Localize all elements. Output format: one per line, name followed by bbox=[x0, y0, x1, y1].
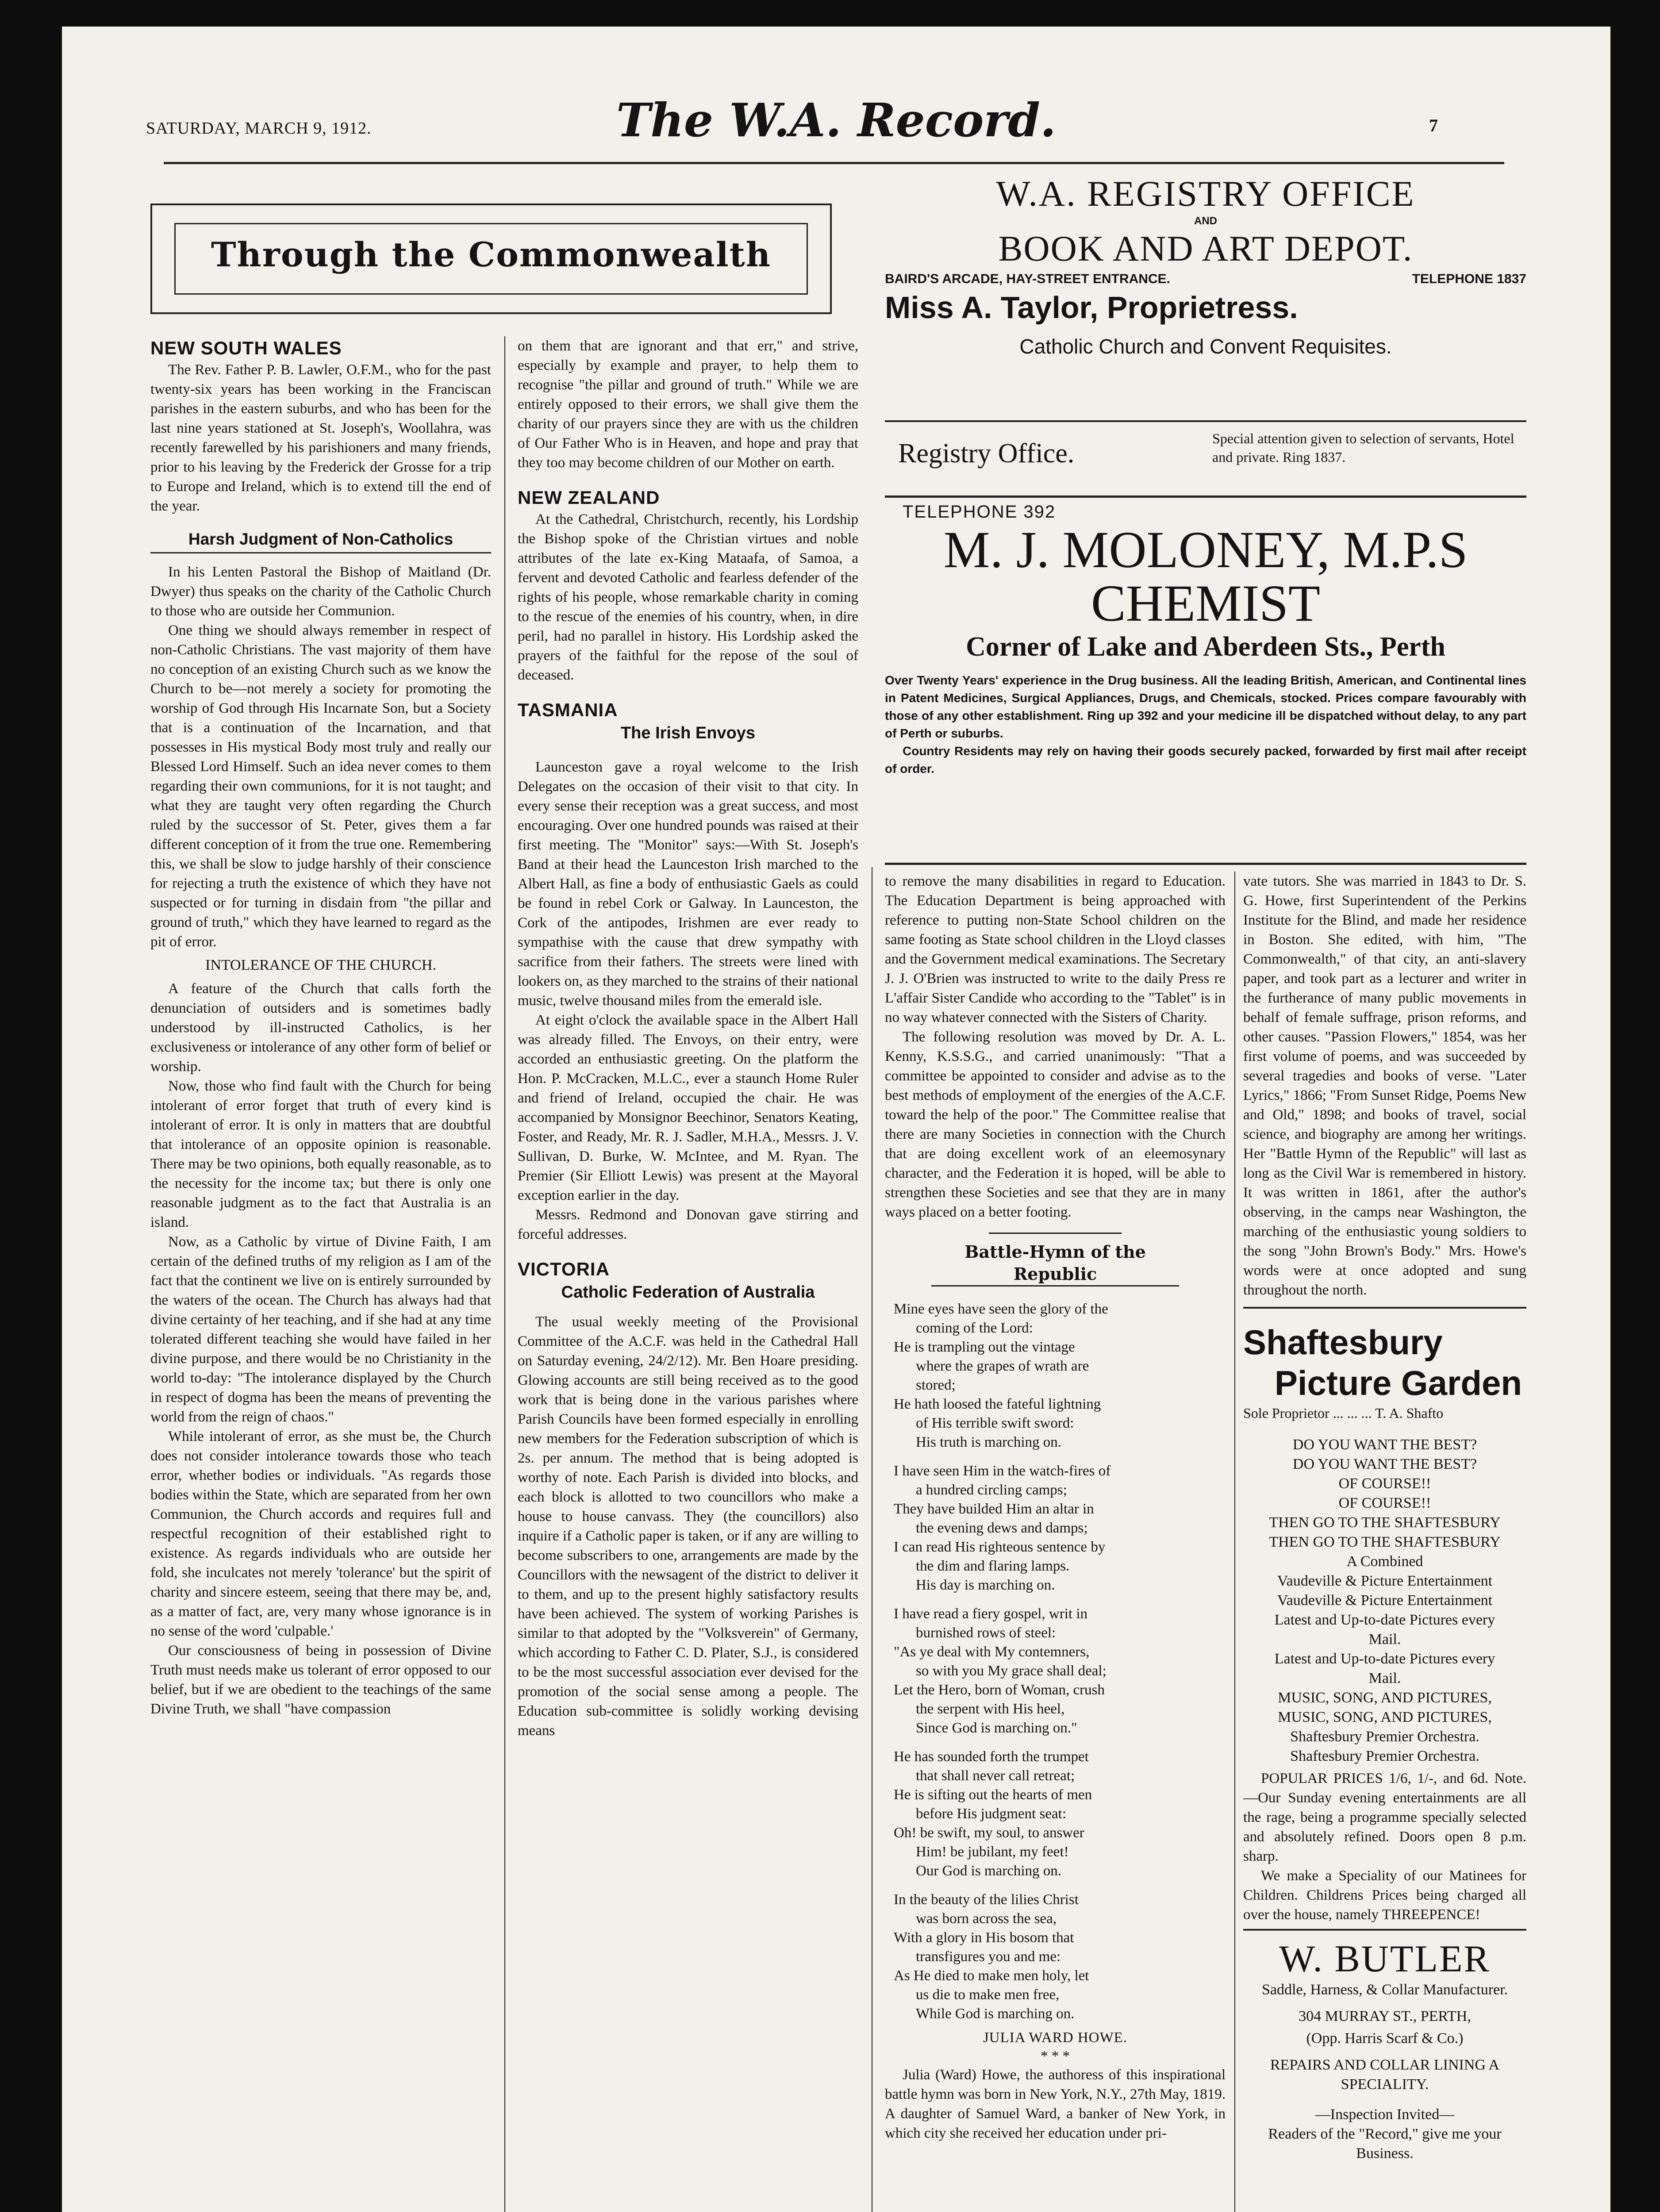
shaftesbury-proprietor: Sole Proprietor ... ... ... T. A. Shafto bbox=[1243, 1405, 1444, 1421]
poem-line: Our God is marching on. bbox=[916, 1863, 1062, 1879]
moloney-body: Over Twenty Years' experience in the Drug business. All the leading British, American, and Continental lines in Patent Medicines, Surgical Appliances, Drugs, and Chemicals, stocked. Prices compare favourably with those of any other establishment. Ring up 392 and your medicine ill be dispatched without delay, to any part of Perth or suburbs. bbox=[885, 673, 1526, 740]
registry-address-row bbox=[885, 272, 1526, 287]
nsw-heading: NEW SOUTH WALES bbox=[150, 338, 342, 358]
column-divider-3 bbox=[1234, 872, 1235, 2212]
tas-heading: TASMANIA bbox=[518, 699, 618, 720]
poem-line: Him! be jubilant, my feet! bbox=[916, 1844, 1069, 1860]
poem-line: His day is marching on. bbox=[916, 1577, 1055, 1593]
asterism: * * * bbox=[1041, 2048, 1070, 2064]
poem-line bbox=[894, 1595, 1226, 1605]
shaftesbury-line: THEN GO TO THE SHAFTESBURY bbox=[1269, 1534, 1501, 1550]
shaftesbury-line: Shaftesbury Premier Orchestra. bbox=[1290, 1728, 1479, 1745]
poem-line: Since God is marching on." bbox=[916, 1720, 1077, 1736]
newspaper-page bbox=[62, 27, 1610, 2212]
moloney-rule bbox=[885, 863, 1526, 865]
howe-bio: Julia (Ward) Howe, the authoress of this inspirational battle hymn was born in New York, N.Y., 27th May, 1819. A daughter of Samuel Ward, a banker of New York, in which city she received her education under pri- bbox=[885, 2067, 1226, 2141]
moloney-address: Corner of Lake and Aberdeen Sts., Perth bbox=[966, 632, 1445, 662]
poem-line: transfigures you and me: bbox=[916, 1949, 1061, 1965]
shaftesbury-line: Vaudeville & Picture Entertainment bbox=[1277, 1573, 1493, 1589]
tas-p3: Messrs. Redmond and Donovan gave stirring and forceful addresses. bbox=[518, 1207, 858, 1242]
butler-top-rule bbox=[1243, 1929, 1526, 1931]
shaftesbury-matinees: We make a Speciality of our Matinees for Children. Childrens Prices being charged all over the house, namely THREEPENCE! bbox=[1243, 1868, 1526, 1923]
poem bbox=[885, 1300, 1226, 2024]
col3-text: to remove the many disabilities in regard to Education. The Education Department is being approached with reference to putting non-State School children on the same footing as State school children in the Lloyd classes and the Government medical examinations. The Secretary J. J. O'Brien was instructed to write to the daily Press re L'affair Sister Candide who according to the "Tablet" is in no way whatever connected with the Sisters of Charity. bbox=[885, 873, 1226, 1025]
poem-line: us die to make men free, bbox=[916, 1987, 1060, 2003]
tas-p2: At eight o'clock the available space in the Albert Hall was already filled. The Envoys, on their entry, were accorded an enthusiastic greeting. On the platform the Hon. P. McCracken, M.L.C., ever a staunch Home Ruler and friend of Ireland, occupied the chair. He was accompanied by Monsignor Beechinor, Senators Keating, Foster, and Ready, Mr. R. J. Sadler, M.H.A., Messrs. J. V. Sullivan, D. Burke, W. McIntee, and M. Ryan. The Premier (Sir Elliott Lewis) was present at the Mayoral exception earlier in the day. bbox=[518, 1012, 858, 1203]
tas-subheading: The Irish Envoys bbox=[620, 724, 756, 742]
registry-office-label: Registry Office. bbox=[898, 438, 1075, 469]
shaftesbury-name-2: Picture Garden bbox=[1274, 1363, 1522, 1402]
registry-address: BAIRD'S ARCADE, HAY-STREET ENTRANCE. bbox=[885, 272, 1170, 286]
nsw-text: The Rev. Father P. B. Lawler, O.F.M., who for the past twenty-six years has been working in the Franciscan parishes in the eastern suburbs, and who has been for the last nine years stationed at St. Joseph's, Woollahra, was recently farewelled by his parishioners and many friends, prior to his leaving by the Frederick der Grosse for a trip to Europe and Ireland, which is to extend till the end of the year. bbox=[150, 362, 491, 514]
moloney-country: Country Residents may rely on having their goods securely packed, forwarded by first mail after receipt of order. bbox=[885, 744, 1526, 776]
poem-line: before His judgment seat: bbox=[916, 1806, 1066, 1822]
masthead-title: The W.A. Record. bbox=[616, 93, 1057, 147]
poem-title: Battle-Hymn of the Republic bbox=[931, 1241, 1179, 1286]
column-1 bbox=[150, 336, 491, 2212]
registry-line2: BOOK AND ART DEPOT. bbox=[998, 228, 1413, 269]
shaftesbury-line: Latest and Up-to-date Pictures every bbox=[1274, 1612, 1495, 1628]
butler-trade: Saddle, Harness, & Collar Manufacturer. bbox=[1261, 1982, 1508, 1998]
column-2 bbox=[518, 336, 858, 2212]
moloney-ad bbox=[885, 502, 1526, 856]
banner-title: Through the Commonwealth bbox=[211, 235, 772, 274]
masthead-rule bbox=[164, 162, 1504, 164]
shaftesbury-line: Shaftesbury Premier Orchestra. bbox=[1290, 1748, 1479, 1764]
shaftesbury-line: DO YOU WANT THE BEST? bbox=[1292, 1456, 1477, 1472]
harsh-p6: While intolerant of error, as she must be, the Church does not consider intolerance towards those who teach error, whether bodies or individuals. "As regards those bodies within the State, which are separated from her own Communion, the Church accords and requires full and respectful recognition of their established right to existence. As regards individuals who are outside her fold, she inculcates not merely 'tolerance' but the spirit of charity and sincere esteem, seeing that there may be, and, as a matter of fact, are, very many whose ignorance is in no sense of the word 'culpable.' bbox=[150, 1429, 491, 1639]
butler-address: 304 MURRAY ST., PERTH, bbox=[1299, 2008, 1471, 2024]
registry-ad bbox=[885, 173, 1526, 495]
poem-line: As He died to make men holy, let bbox=[894, 1968, 1089, 1984]
registry-requisites: Catholic Church and Convent Requisites. bbox=[1019, 335, 1392, 358]
column-3 bbox=[885, 872, 1226, 2212]
shaftesbury-line: DO YOU WANT THE BEST? bbox=[1292, 1436, 1477, 1453]
shaftesbury-line: Mail. bbox=[1368, 1631, 1401, 1647]
vic-text: The usual weekly meeting of the Provisional Committee of the A.C.F. was held in the Cathedral Hall on Saturday evening, 24/2/12). Mr. Ben Hoare presiding. Glowing accounts are still being received as to the good work that is being done in the various parishes where Parish Councils have been formed especially in enrolling new members for the Federation subscription of which is 2s. per annum. The method that is being adopted is worthy of note. Each Parish is divided into blocks, and each block is allotted to two councillors who make a house to house canvass. They (the councillors) also inquire if a Catholic paper is taken, or if any are willing to become subscribers to one, arrangements are made by the Councillors with the newsagent of the district to deliver it to them, and up to the present highly satisfactory results have been achieved. The system of working Parishes is similar to that adopted by the "Volksverein" of Germany, which according to Father C. D. Plater, S.J., is considered to be the most successful association ever devised for the promotion of the social sense among a people. The Education sub-committee is solidly working devising means bbox=[518, 1314, 858, 1739]
harsh-p1: In his Lenten Pastoral the Bishop of Maitland (Dr. Dwyer) thus speaks on the charity of the Catholic Church to those who are outside her Communion. bbox=[150, 564, 491, 619]
intolerance-subhead: INTOLERANCE OF THE CHURCH. bbox=[205, 957, 436, 973]
poem-line: of His terrible swift sword: bbox=[916, 1415, 1074, 1431]
harsh-p7: Our consciousness of being in possession of Divine Truth must needs make us tolerant of error opposed to our belief, but if we are obedient to the teachings of the same Divine Truth, we shall "have compassion bbox=[150, 1643, 491, 1717]
harsh-p3: A feature of the Church that calls forth the denunciation of outsiders and is sometimes badly understood by ill-instructed Catholics, is her exclusiveness or intolerance of any other form of belief or worship. bbox=[150, 981, 491, 1075]
moloney-telephone: TELEPHONE 392 bbox=[903, 502, 1056, 522]
poem-line: Mine eyes have seen the glory of the bbox=[894, 1301, 1108, 1317]
poem-line: was born across the sea, bbox=[916, 1911, 1057, 1927]
butler-opposite: (Opp. Harris Scarf & Co.) bbox=[1306, 2030, 1464, 2047]
registry-line1: W.A. REGISTRY OFFICE bbox=[996, 173, 1415, 214]
poem-top-rule bbox=[989, 1233, 1122, 1234]
shaftesbury-line: OF COURSE!! bbox=[1338, 1475, 1431, 1492]
howe-bio-continued: vate tutors. She was married in 1843 to Dr. S. G. Howe, first Superintendent of the Perkins Institute for the Blind, and made her residence in Boston. She edited, with him, "The Commonwealth," of that city, an anti-slavery paper, and took part as a lecturer and writer in the furtherance of many public movements in behalf of female suffrage, prison reforms, and other causes. "Passion Flowers," 1854, was her first volume of poems, and was succeeded by several tragedies and books of verse. "Later Lyrics," 1866; "From Sunset Ridge, Poems New and Old," 1898; and books of travel, social science, and biography are among her writings. Her "Battle Hymn of the Republic" will last as long as the Civil War is remembered in history. It was written in 1861, after the author's observing, in the camps near Washington, the marching of the enthusiastic young soldiers to the song "John Brown's Body." Mrs. Howe's words were at once adopted and sung throughout the north. bbox=[1243, 873, 1526, 1298]
col3-p2: The following resolution was moved by Dr. A. L. Kenny, K.S.S.G., and carried unanimously: "That a committee be appointed to consider and advise as to the best methods of employment of the energies of the A.C.F. toward the help of the poor." The Committee realise that there are many Societies in connection with the Church that are doing excellent work of an eleemosynary character, and the Federation it is hoped, will be able to strengthen these Societies and see that they are in many ways placed on a better footing. bbox=[885, 1029, 1226, 1220]
poem-line: He hath loosed the fateful lightning bbox=[894, 1396, 1101, 1412]
registry-rule-1 bbox=[885, 420, 1526, 422]
poem-author: JULIA WARD HOWE. bbox=[983, 2030, 1128, 2046]
moloney-name: M. J. MOLONEY, M.P.S bbox=[943, 521, 1468, 579]
page-number: 7 bbox=[1429, 115, 1438, 135]
moloney-title: CHEMIST bbox=[1091, 574, 1320, 632]
poem-line: burnished rows of steel: bbox=[916, 1625, 1056, 1641]
col2-continuation: on them that are ignorant and that err," and strive, especially by example and prayer, to help them to recognise "the pillar and ground of truth." While we are entirely opposed to their errors, we shall give them the charity of our prayers since they are with us the children of Our Father Who is in Heaven, and hope and pray that they too may become children of our Mother on earth. bbox=[518, 338, 858, 471]
poem-line bbox=[894, 1452, 1226, 1462]
banner-inner-frame bbox=[174, 223, 808, 295]
poem-line: I have seen Him in the watch-fires of bbox=[894, 1463, 1111, 1479]
shaftesbury-line: Vaudeville & Picture Entertainment bbox=[1277, 1592, 1493, 1609]
poem-line: His truth is marching on. bbox=[916, 1434, 1062, 1450]
nz-heading: NEW ZEALAND bbox=[518, 487, 660, 508]
nz-text: At the Cathedral, Christchurch, recently, his Lordship the Bishop spoke of the Christian virtues and noble attributes of the late ex-King Mataafa, of Samoa, a fervent and devoted Catholic and fearless defender of the rights of his people, whose remarkable charity in coming to the rescue of the enemies of his country, when, in dire peril, had no parallel in history. His Lordship asked the prayers of the faithful for the repose of the soul of deceased. bbox=[518, 511, 858, 683]
shaftesbury-line: Latest and Up-to-date Pictures every bbox=[1274, 1651, 1495, 1667]
shaftesbury-line: A Combined bbox=[1346, 1553, 1423, 1570]
registry-rule-2 bbox=[885, 495, 1526, 498]
vic-subheading: Catholic Federation of Australia bbox=[561, 1283, 815, 1302]
poem-line: They have builded Him an altar in bbox=[894, 1501, 1094, 1517]
poem-line bbox=[894, 1738, 1226, 1747]
shaftesbury-name-1: Shaftesbury bbox=[1243, 1323, 1443, 1362]
shaftesbury-line: MUSIC, SONG, AND PICTURES, bbox=[1278, 1690, 1492, 1706]
harsh-p2: One thing we should always remember in respect of non-Catholic Christians. The vast majority of them have no conception of an existing Church such as we know the Church to be—not merely a society for promoting the worship of God through His Incarnate Son, but a Society that is a continuation of the Incarnation, and that possesses in His mystical Body most truly and really our Blessed Lord Himself. Such an idea never comes to them regarding their own communions, for it is not taught; and what they are taught very often regarding the Church ruled by the successor of St. Peter, gives them a far different conception of it from the true one. Remembering this, we shall be slow to judge harshly of their conscience for rejecting a truth the existence of which they have not suspected or for turning in disdain from "the pillar and ground of truth," which they have learned to regard as the pit of error. bbox=[150, 622, 491, 950]
shaftesbury-line: THEN GO TO THE SHAFTESBURY bbox=[1269, 1514, 1501, 1531]
poem-line: With a glory in His bosom that bbox=[894, 1930, 1074, 1946]
harsh-heading: Harsh Judgment of Non-Catholics bbox=[150, 528, 491, 553]
poem-line: Oh! be swift, my soul, to answer bbox=[894, 1825, 1084, 1841]
tas-p1: Launceston gave a royal welcome to the Irish Delegates on the occasion of their visit to that city. In every sense their reception was a great success, and most encouraging. Over one hundred pounds was raised at their first meeting. The "Monitor" says:—With St. Joseph's Band at their head the Launceston Irish marched to the Albert Hall, as fine a body of enthusiastic Gaels as could be found in rebel Cork or Galway. In Launceston, the Cork of the antipodes, Irishmen are ever ready to sympathise with the cause that drew sympathy with sacrifice from their fathers. The streets were lined with lookers on, as they marched to the strains of their national music, twelve thousand miles from the emerald isle. bbox=[518, 759, 858, 1009]
harsh-p5: Now, as a Catholic by virtue of Divine Faith, I am certain of the defined truths of my religion as I am of the fact that the continent we live on is entirely surrounded by the waters of the ocean. The Church has always had that divine certainty of her teaching, and if she had at any time tolerated different teaching she would have failed in her divine purpose, and there would be no Christianity in the world to-day: "The intolerance displayed by the Church in respect of dogma has been the means of preventing the world from the reign of chaos." bbox=[150, 1234, 491, 1425]
poem-line: "As ye deal with My contemners, bbox=[894, 1644, 1090, 1660]
poem-line: where the grapes of wrath are bbox=[916, 1358, 1089, 1374]
poem-line: He is sifting out the hearts of men bbox=[894, 1787, 1092, 1803]
poem-line: Let the Hero, born of Woman, crush bbox=[894, 1682, 1105, 1698]
shaftesbury-prices: POPULAR PRICES 1/6, 1/-, and 6d. Note.—Our Sunday evening entertainments are all the rage, being a programme specially selected and absolutely refined. Doors open 8 p.m. sharp. bbox=[1243, 1770, 1526, 1864]
shaftesbury-line: OF COURSE!! bbox=[1338, 1495, 1431, 1511]
butler-inspection: —Inspection Invited— bbox=[1315, 2106, 1455, 2123]
poem-line: the dim and flaring lamps. bbox=[916, 1558, 1070, 1574]
vic-heading: VICTORIA bbox=[518, 1259, 610, 1279]
butler-name: W. BUTLER bbox=[1279, 1937, 1491, 1980]
butler-repairs: REPAIRS AND COLLAR LINING A SPECIALITY. bbox=[1270, 2057, 1500, 2093]
shaftesbury-lines bbox=[1243, 1435, 1526, 1766]
poem-line: I have read a fiery gospel, writ in bbox=[894, 1606, 1087, 1622]
poem-line: a hundred circling camps; bbox=[916, 1482, 1067, 1498]
column-divider-1 bbox=[504, 336, 505, 2212]
harsh-p4: Now, those who find fault with the Church for being intolerant of error forget that truth of every kind is intolerant of error. It is only in matters that are doubtful that intolerance of an opposite opinion is reasonable. There may be two opinions, both equally reasonable, as to the necessity for the income tax; but there is only one reasonable judgment as to the fact that Australia is an island. bbox=[150, 1078, 491, 1230]
poem-line: He has sounded forth the trumpet bbox=[894, 1749, 1089, 1765]
poem-line: I can read His righteous sentence by bbox=[894, 1539, 1106, 1555]
registry-proprietress: Miss A. Taylor, Proprietress. bbox=[885, 290, 1298, 325]
poem-line: stored; bbox=[916, 1377, 956, 1393]
poem-line: He is trampling out the vintage bbox=[894, 1339, 1075, 1355]
poem-line: the evening dews and damps; bbox=[916, 1520, 1088, 1536]
poem-line: that shall never call retreat; bbox=[916, 1768, 1075, 1784]
poem-line: coming of the Lord: bbox=[916, 1320, 1033, 1336]
shaftesbury-line: Mail. bbox=[1368, 1670, 1401, 1686]
column-4 bbox=[1243, 872, 1526, 2212]
poem-line: While God is marching on. bbox=[916, 2006, 1075, 2022]
shaftesbury-line: MUSIC, SONG, AND PICTURES, bbox=[1278, 1709, 1492, 1725]
shaftesbury-top-rule bbox=[1243, 1307, 1526, 1309]
section-banner bbox=[150, 204, 832, 314]
registry-and: AND bbox=[1194, 215, 1217, 227]
masthead-date: SATURDAY, MARCH 9, 1912. bbox=[146, 119, 372, 138]
poem-line: so with you My grace shall deal; bbox=[916, 1663, 1107, 1679]
registry-office-text: Special attention given to selection of servants, Hotel and private. Ring 1837. bbox=[1212, 430, 1514, 465]
poem-line: the serpent with His heel, bbox=[916, 1701, 1065, 1717]
butler-readers: Readers of the "Record," give me your Business. bbox=[1268, 2126, 1502, 2162]
poem-line bbox=[894, 1881, 1226, 1890]
registry-telephone: TELEPHONE 1837 bbox=[1412, 272, 1526, 286]
poem-line: In the beauty of the lilies Christ bbox=[894, 1892, 1079, 1908]
